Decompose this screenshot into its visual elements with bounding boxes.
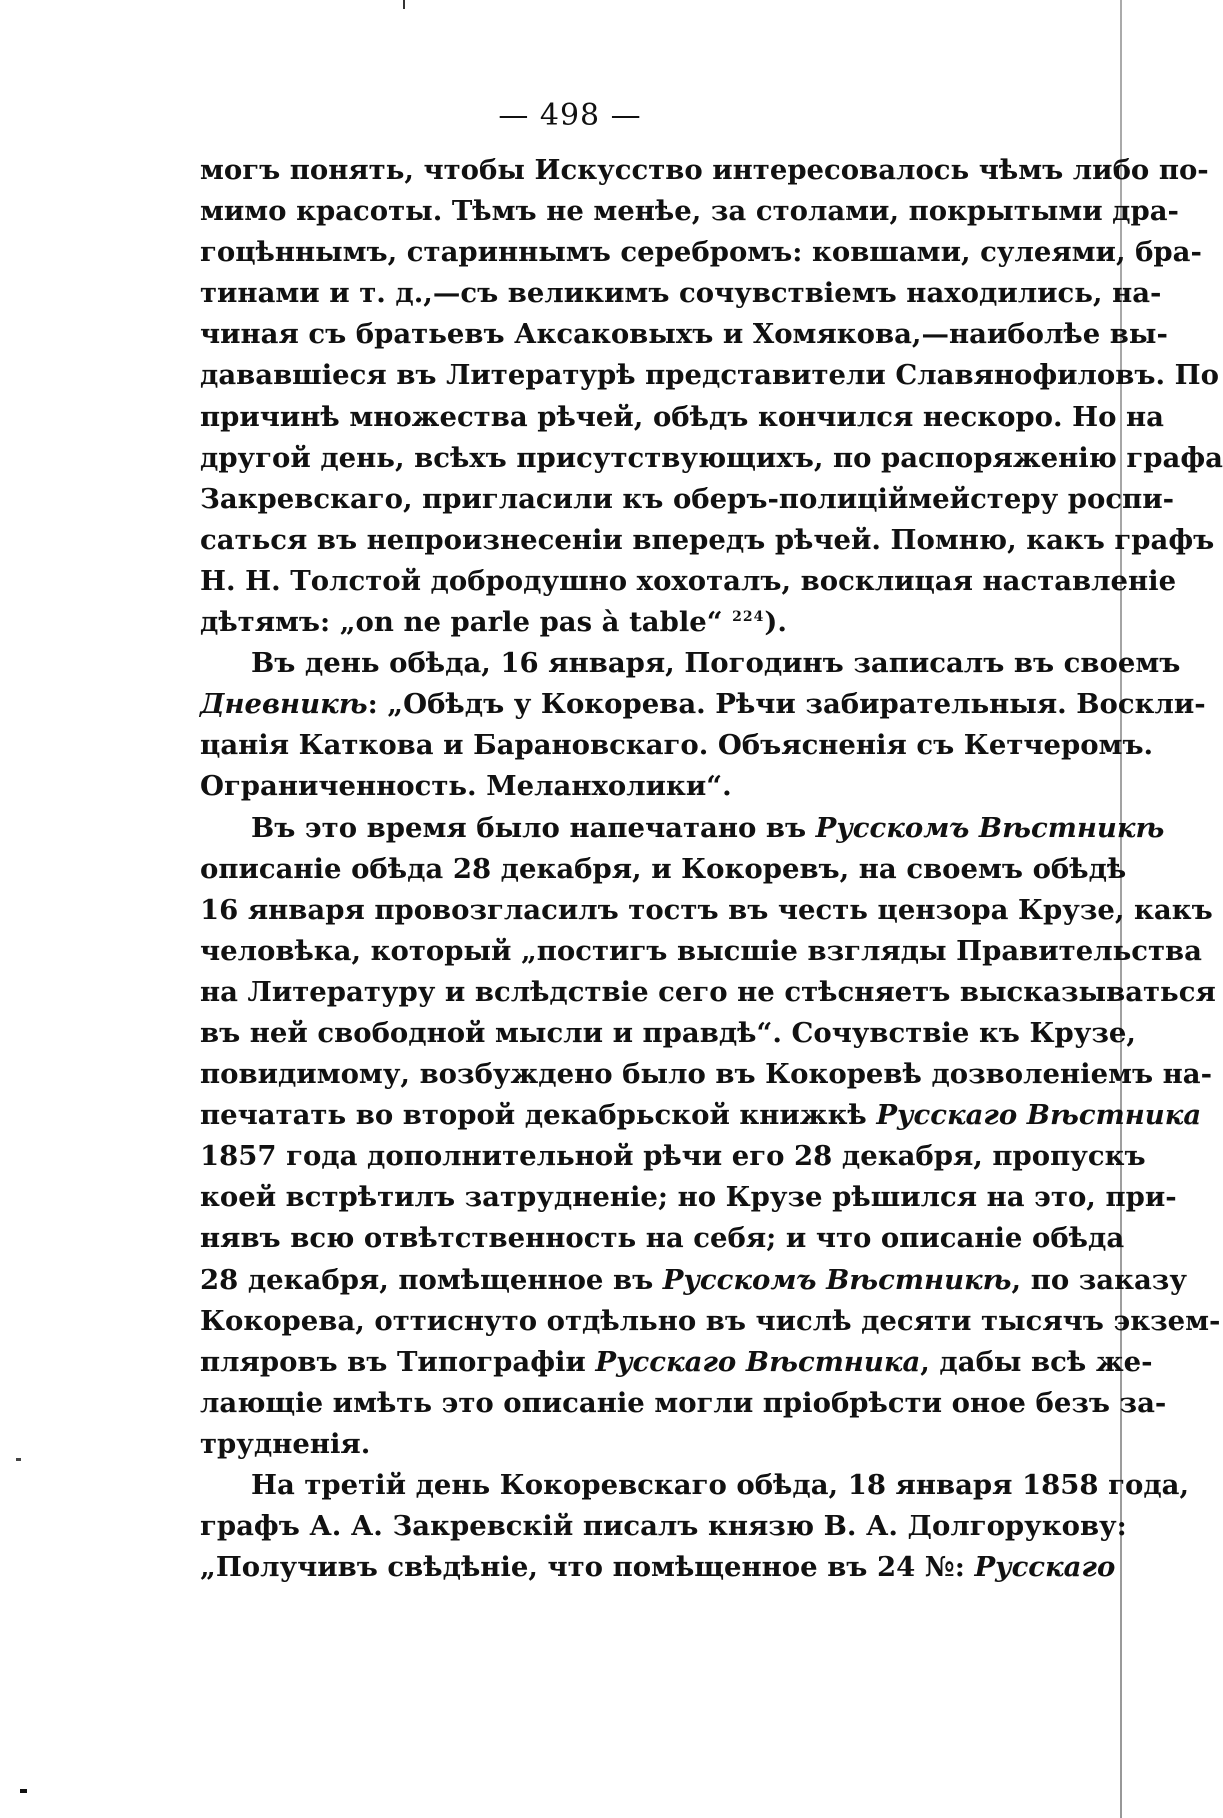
text-line [200,150,1209,191]
text-line [200,1506,1127,1547]
text-line [200,1424,1036,1465]
body-text [200,150,1223,1588]
text-segment: „Получивъ свѣдѣніе, что помѣщенное въ 24 №: [200,1551,975,1584]
text-line [200,520,1215,561]
italic-title: Русскаго Вѣстника [876,1099,1202,1132]
text-segment: могъ понять, чтобы Искусство интересовалось чѣмъ либо по- [200,154,1209,186]
text-segment: нявъ всю отвѣтственность на себя; и что описаніе обѣда [200,1222,1125,1255]
text-line [200,1547,1116,1588]
text-line [200,479,1175,520]
text-segment: , дабы всѣ же- [920,1345,1153,1378]
text-line [200,849,1127,890]
text-segment: повидимому, возбуждено было въ Кокоревѣ дозволеніемъ на- [200,1058,1212,1091]
text-line [200,273,1162,314]
italic-title: Русскаго Вѣстника [595,1345,921,1378]
text-line [200,1383,1167,1424]
text-line [200,931,1202,972]
text-segment: 16 января провозгласилъ тостъ въ честь цензора Крузе, какъ [200,893,1213,926]
text-segment: дававшіеся въ Литературѣ представители Славянофиловъ. По [200,359,1219,392]
italic-title: Русскомъ Вѣстникѣ [662,1263,1012,1296]
text-segment: 28 декабря, помѣщенное въ [200,1263,663,1296]
text-line [200,602,1036,643]
text-segment: , по заказу [1011,1263,1187,1296]
text-line [200,808,1165,849]
text-line [200,1177,1177,1218]
text-line [200,684,1206,725]
text-line [200,355,1219,396]
text-segment: тинами и т. д.,—съ великимъ сочувствіемъ находились, на- [200,277,1162,310]
text-segment: причинѣ множества рѣчей, обѣдъ кончился нескоро. Но на [200,400,1164,433]
text-line [200,1095,1202,1136]
text-line [200,561,1177,602]
text-line [200,397,1164,438]
text-line [200,643,1181,684]
scan-mark-bottom [20,1789,27,1793]
text-segment: гоцѣннымъ, стариннымъ серебромъ: ковшами, сулеями, бра- [200,236,1202,269]
text-line [200,1054,1212,1095]
footnote-ref: 224 [732,608,765,625]
scan-mark-top [403,0,405,9]
text-segment: графъ А. А. Закревскій писалъ князю В. А. Долгорукову: [200,1510,1127,1543]
page-number: — 498 — [498,98,642,133]
text-line [200,1342,1153,1383]
text-segment: коей встрѣтилъ затрудненіе; но Крузе рѣшился на это, при- [200,1181,1177,1214]
text-segment: На третій день Кокоревскаго обѣда, 18 января 1858 года, [251,1469,1190,1501]
italic-title: Дневникѣ [200,688,368,721]
text-line [200,1013,1136,1054]
text-line [200,314,1168,355]
text-segment: чиная съ братьевъ Аксаковыхъ и Хомякова,—наиболѣе вы- [200,318,1168,351]
text-segment: Кокорева, оттиснуто отдѣльно въ числѣ десяти тысячъ экзем- [200,1304,1221,1337]
text-segment: трудненія. [200,1427,371,1460]
text-segment: другой день, всѣхъ присутствующихъ, по распоряженію графа [200,441,1223,474]
text-segment: лающіе имѣть это описаніе могли пріобрѣсти оное безъ за- [200,1386,1167,1419]
scan-speck [16,1458,21,1461]
text-line [200,972,1216,1013]
text-line [200,232,1202,273]
text-segment: Въ это время было напечатано въ [251,811,816,844]
text-segment: въ ней свободной мысли и правдѣ“. Сочувствіе къ Крузе, [200,1016,1136,1049]
italic-title: Русскомъ Вѣстникѣ [815,811,1165,844]
text-segment: саться въ непроизнесеніи впередъ рѣчей. Помню, какъ графъ [200,523,1215,556]
text-segment: 1857 года дополнительной рѣчи его 28 декабря, пропускъ [200,1140,1146,1173]
text-segment: человѣка, который „постигъ высшіе взгляды Правительства [200,934,1202,967]
text-segment: Н. Н. Толстой добродушно хохоталъ, восклицая наставленіе [200,564,1177,597]
text-line [200,1301,1221,1342]
text-segment: : „Обѣдъ у Кокорева. Рѣчи забирательныя. Воскли- [367,688,1206,721]
text-line [200,890,1213,931]
text-segment: дѣтямъ: „on ne parle pas à table“ [200,606,733,639]
text-segment: Закревскаго, пригласили къ оберъ-полиціймейстеру роспи- [200,482,1175,515]
text-segment: пляровъ въ Типографіи [200,1345,596,1378]
text-segment: мимо красоты. Тѣмъ не менѣе, за столами, покрытыми дра- [200,195,1179,228]
text-line [200,1136,1146,1177]
text-segment: на Литературу и вслѣдствіе сего не стѣсняетъ высказываться [200,975,1216,1008]
text-segment: Въ день обѣда, 16 января, Погодинъ записалъ въ своемъ [251,647,1181,680]
text-line [200,438,1223,479]
text-line [200,766,1036,807]
text-line [200,191,1179,232]
text-line [200,725,1154,766]
text-segment: ). [764,606,787,639]
text-segment: Ограниченность. Меланхолики“. [200,770,732,803]
text-line [200,1260,1187,1301]
text-segment: цанія Каткова и Барановскаго. Объясненія съ Кетчеромъ. [200,729,1154,762]
text-segment: описаніе обѣда 28 декабря, и Кокоревъ, на своемъ обѣдѣ [200,852,1127,885]
text-line [200,1465,1190,1506]
text-segment: печатать во второй декабрьской книжкѣ [200,1099,877,1132]
text-line [200,1218,1125,1259]
italic-title: Русскаго [974,1551,1116,1584]
